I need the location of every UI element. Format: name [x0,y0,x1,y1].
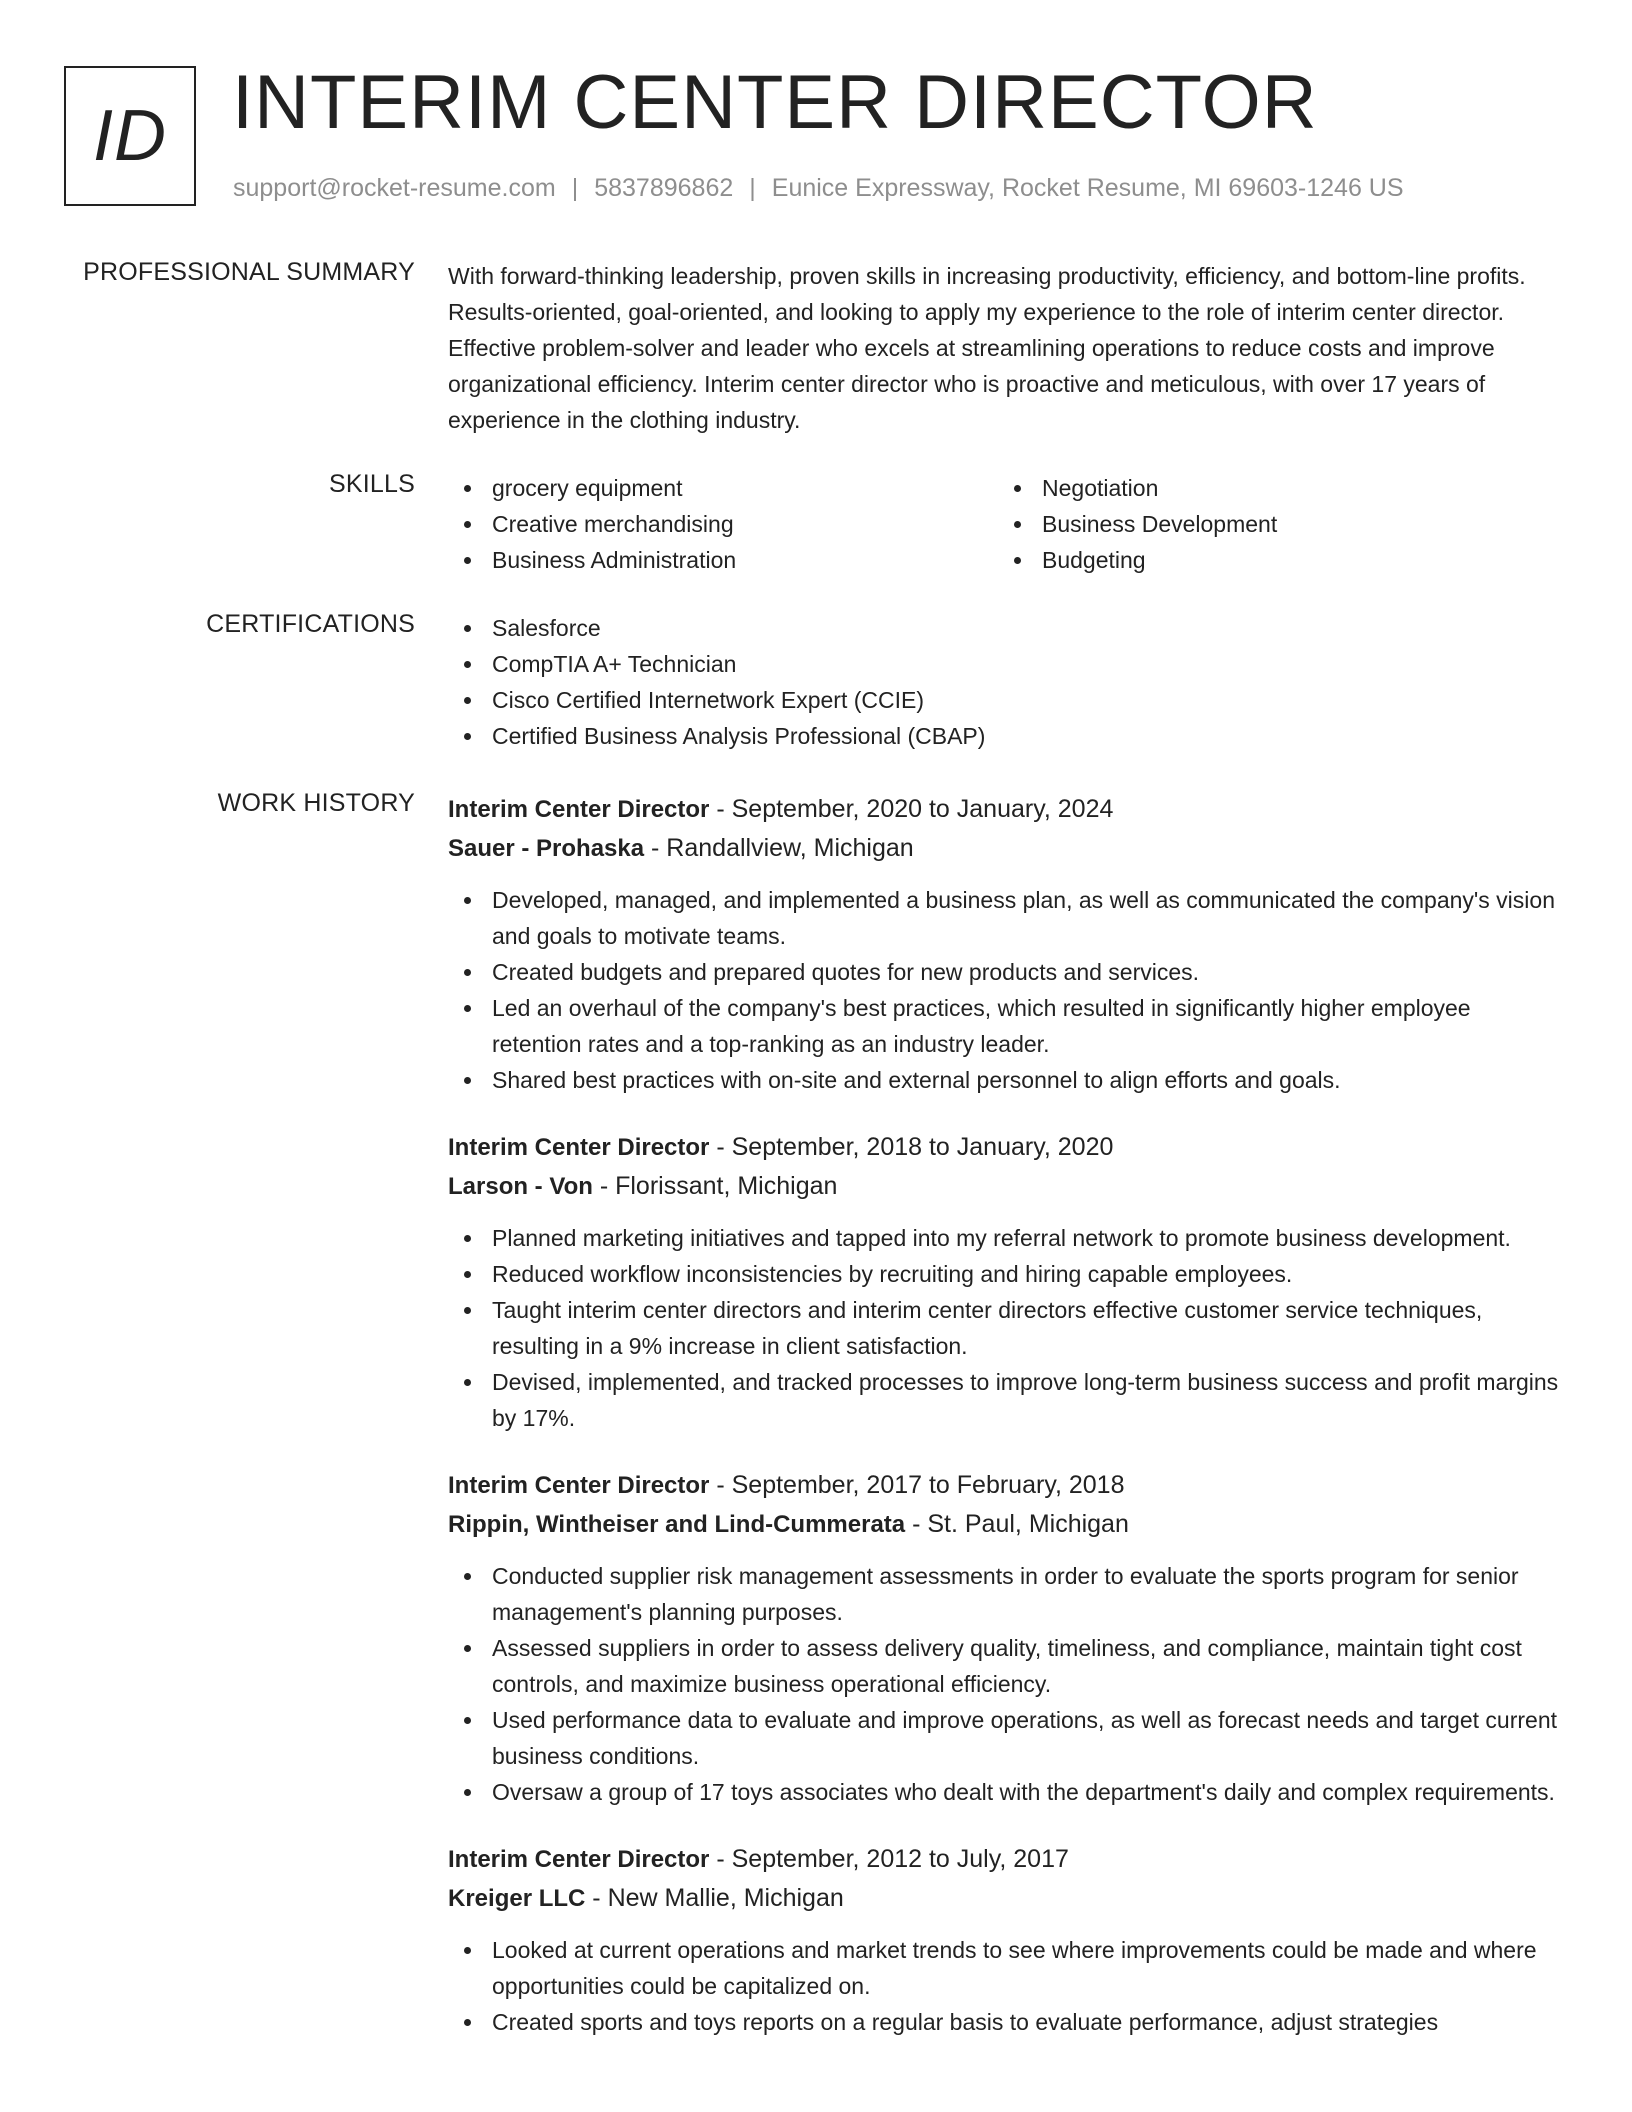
job-title-line [448,1128,1564,1167]
job-entry [448,1128,1564,1436]
skills-body [448,470,1564,578]
job-title-line [448,1840,1564,1879]
contact-line [233,174,1404,203]
job-bullets [448,1932,1564,2040]
job-dates: - September, 2017 to February, 2018 [709,1471,1125,1499]
job-bullet: Led an overhaul of the company's best practices, which resulted in significantly higher employee retention rates and a top-ranking as an industry leader. [448,990,1564,1062]
job-bullet: Reduced workflow inconsistencies by recruiting and hiring capable employees. [448,1256,1564,1292]
job-location: - Florissant, Michigan [592,1172,838,1200]
job-company: Kreiger LLC [448,1885,586,1912]
job-bullet: Oversaw a group of 17 toys associates who dealt with the department's daily and complex requirements. [448,1774,1564,1810]
summary-heading: PROFESSIONAL SUMMARY [83,258,415,286]
contact-separator: | [571,174,579,202]
job-company-line [448,1879,1564,1918]
job-location: - St. Paul, Michigan [905,1510,1129,1538]
job-bullet: Devised, implemented, and tracked processes to improve long-term business success and profit margins by 17%. [448,1364,1564,1436]
contact-address: Eunice Expressway, Rocket Resume, MI 69603-1246 US [771,174,1404,202]
job-company-line [448,829,1564,868]
monogram-badge [64,66,196,206]
monogram-text: ID [93,96,167,176]
job-dates: - September, 2012 to July, 2017 [709,1845,1069,1873]
job-title: Interim Center Director [448,796,710,823]
job-bullet: Developed, managed, and implemented a business plan, as well as communicated the company's vision and goals to motivate teams. [448,882,1564,954]
page-title: INTERIM CENTER DIRECTOR [232,60,1318,145]
job-bullet: Shared best practices with on-site and external personnel to align efforts and goals. [448,1062,1564,1098]
skill-item: Budgeting [998,542,1548,578]
skill-item: Business Administration [448,542,998,578]
job-bullet: Created sports and toys reports on a regular basis to evaluate performance, adjust strategies [448,2004,1564,2040]
summary-text: With forward-thinking leadership, proven skills in increasing productivity, efficiency, and bottom-line profits. Results-oriented, goal-oriented, and looking to apply my experience to the role of interim center director. Effective problem-solver and leader who excels at streamlining operations to reduce costs and improve organizational efficiency. Interim center director who is proactive and meticulous, with over 17 years of experience in the clothing industry. [448,263,1526,433]
job-title-line [448,1466,1564,1505]
work-history-body [448,790,1564,2070]
skills-list [448,470,1564,578]
job-title: Interim Center Director [448,1472,710,1499]
job-company: Sauer - Prohaska [448,835,645,862]
job-bullets [448,1558,1564,1810]
contact-separator: | [749,174,756,202]
job-bullet: Created budgets and prepared quotes for new products and services. [448,954,1564,990]
certifications-list [448,610,1564,754]
job-bullet: Assessed suppliers in order to assess delivery quality, timeliness, and compliance, maintain tight cost controls, and maximize business operational efficiency. [448,1630,1564,1702]
job-bullet: Taught interim center directors and interim center directors effective customer service techniques, resulting in a 9% increase in client satisfaction. [448,1292,1564,1364]
certification-item: Cisco Certified Internetwork Expert (CCIE) [448,682,1564,718]
certification-item: Salesforce [448,610,1564,646]
job-bullets [448,882,1564,1098]
certification-item: CompTIA A+ Technician [448,646,1564,682]
skill-item: Creative merchandising [448,506,998,542]
job-title-line [448,790,1564,829]
job-title: Interim Center Director [448,1846,710,1873]
job-dates: - September, 2018 to January, 2020 [709,1133,1114,1161]
job-company: Rippin, Wintheiser and Lind-Cummerata [448,1511,906,1538]
summary-body [448,258,1564,438]
skill-item: Negotiation [998,470,1548,506]
job-entry [448,1840,1564,2040]
contact-email: support@rocket-resume.com [233,174,556,202]
job-bullet: Planned marketing initiatives and tapped into my referral network to promote business development. [448,1220,1564,1256]
skill-item: grocery equipment [448,470,998,506]
job-bullet: Looked at current operations and market trends to see where improvements could be made and where opportunities could be capitalized on. [448,1932,1564,2004]
job-bullets [448,1220,1564,1436]
contact-phone: 5837896862 [594,174,734,202]
job-title: Interim Center Director [448,1134,710,1161]
job-entry [448,1466,1564,1810]
job-entry [448,790,1564,1098]
certification-item: Certified Business Analysis Professional (CBAP) [448,718,1564,754]
job-location: - New Mallie, Michigan [585,1884,844,1912]
certifications-body [448,610,1564,754]
work-history-heading: WORK HISTORY [217,789,415,817]
job-bullet: Used performance data to evaluate and improve operations, as well as forecast needs and target current business conditions. [448,1702,1564,1774]
certifications-heading: CERTIFICATIONS [206,610,415,638]
job-bullet: Conducted supplier risk management assessments in order to evaluate the sports program for senior management's planning purposes. [448,1558,1564,1630]
job-dates: - September, 2020 to January, 2024 [709,795,1114,823]
skill-item: Business Development [998,506,1548,542]
job-company-line [448,1505,1564,1544]
job-company: Larson - Von [448,1173,593,1200]
job-company-line [448,1167,1564,1206]
skills-heading: SKILLS [329,470,415,498]
job-location: - Randallview, Michigan [644,834,914,862]
